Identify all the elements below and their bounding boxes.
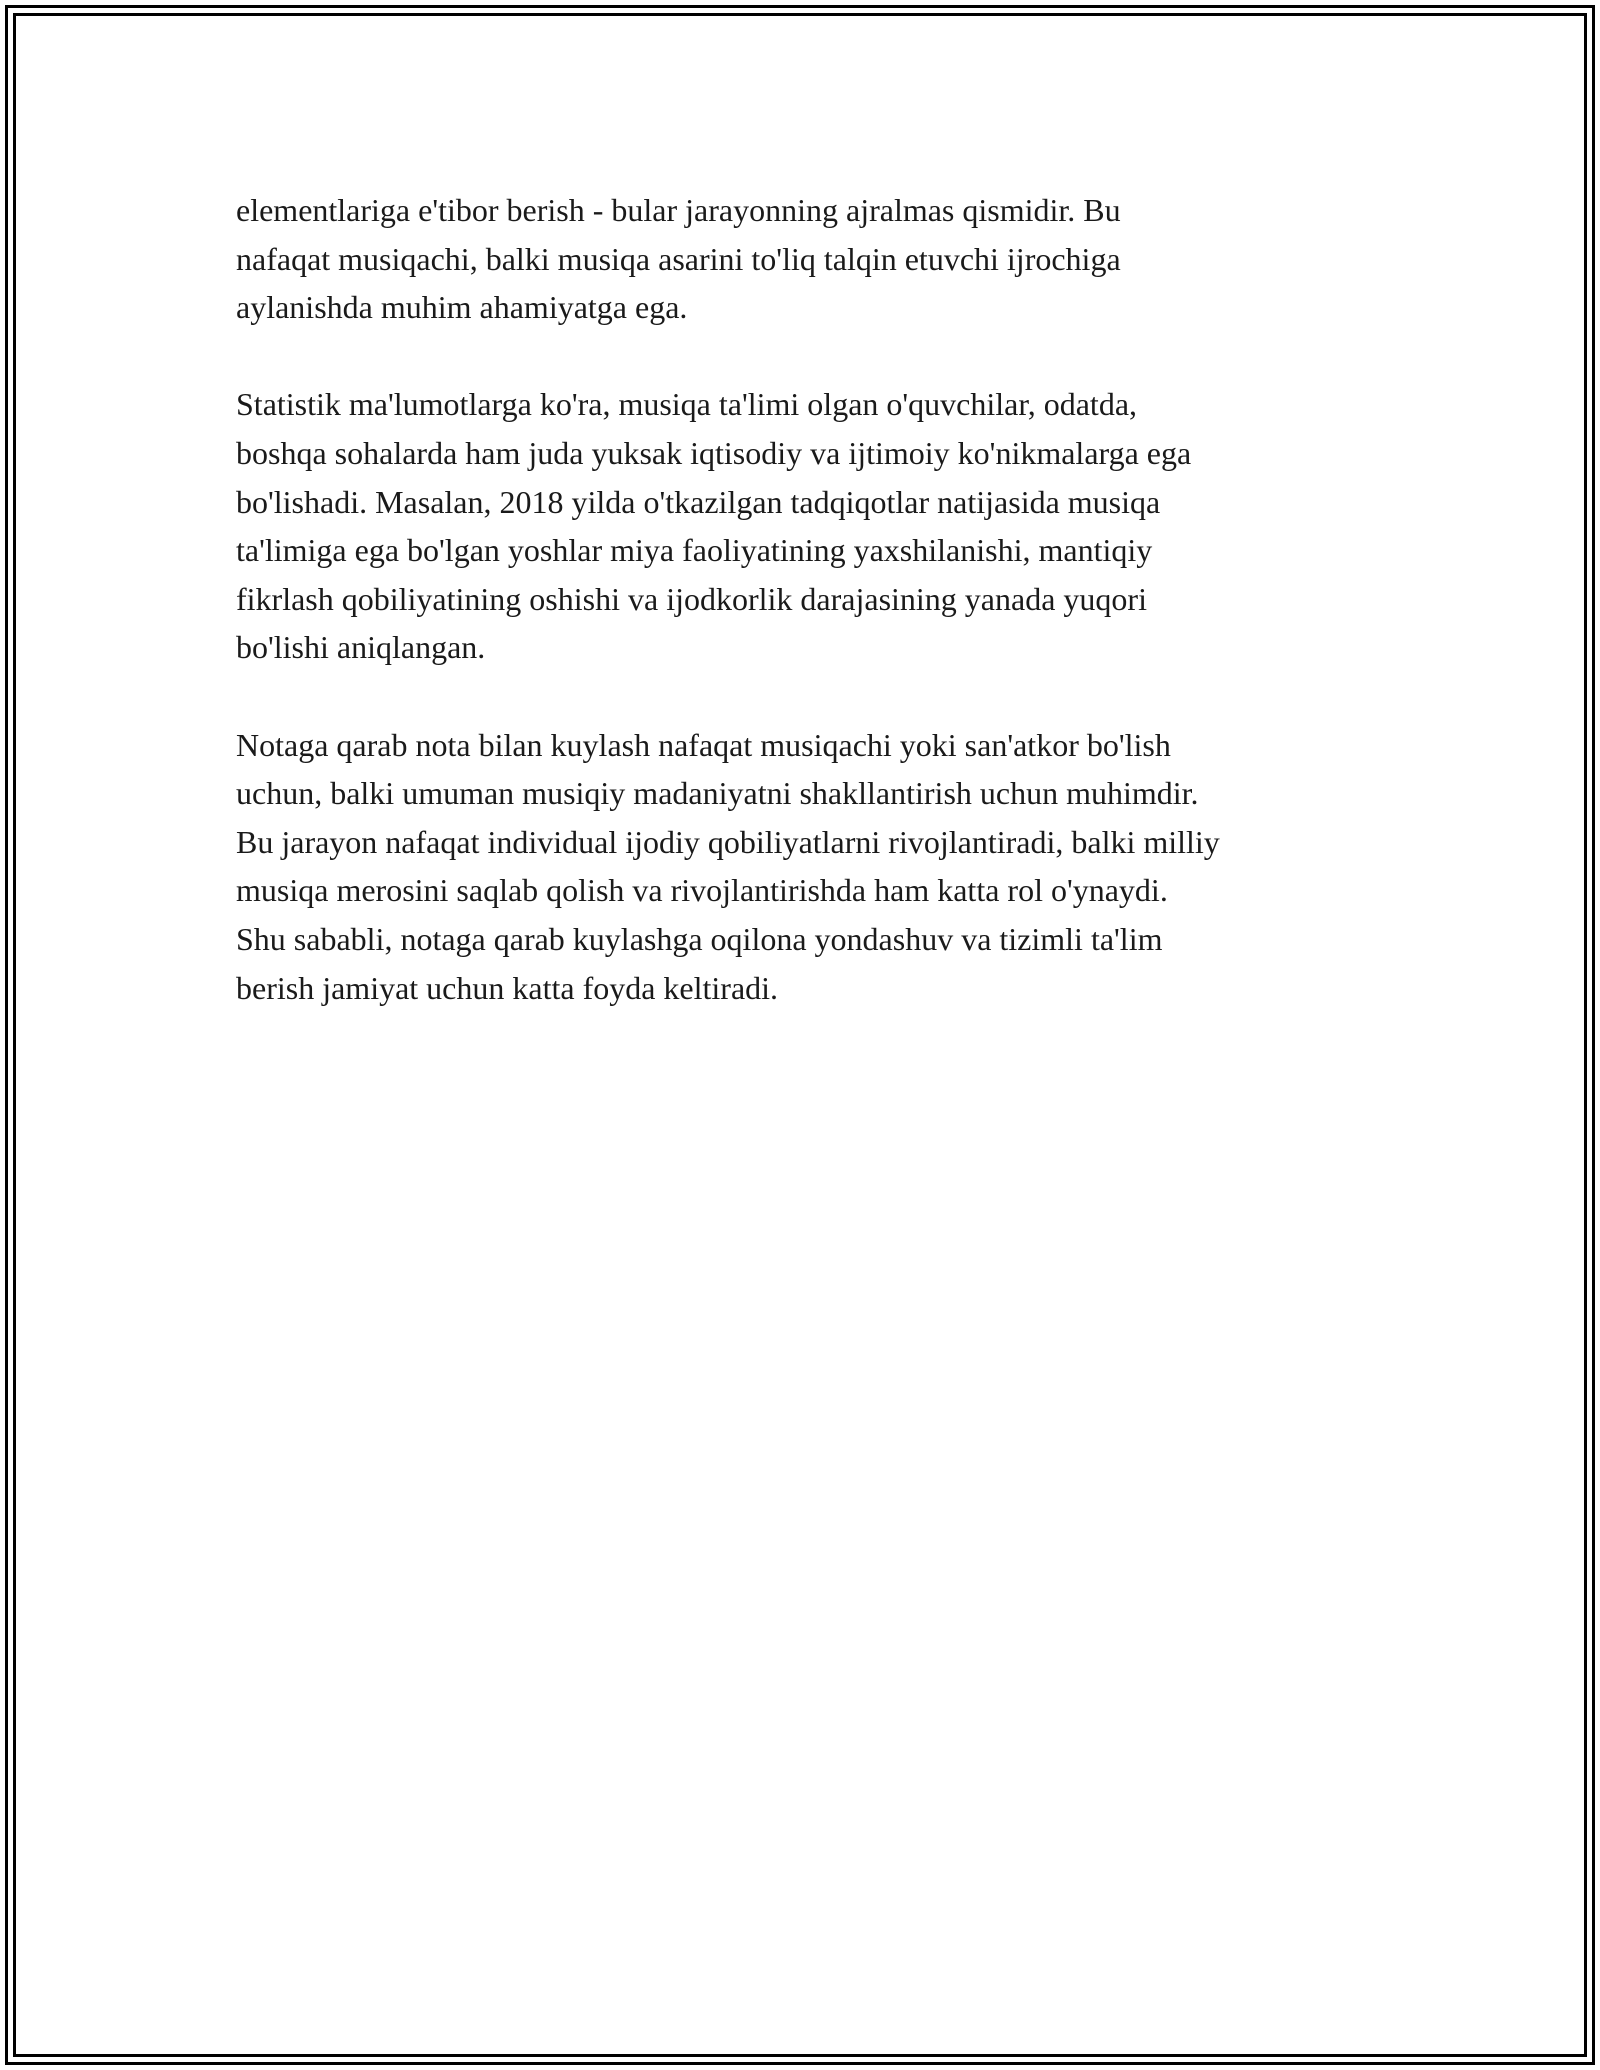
paragraph-2 [236,380,1376,672]
paragraph-1 [236,186,1376,332]
text-line: Notaga qarab nota bilan kuylash nafaqat musiqachi yoki san'atkor bo'lish [236,726,1171,763]
text-line: Shu sababli, notaga qarab kuylashga oqilona yondashuv va tizimli ta'lim [236,920,1163,957]
text-line: bo'lishi aniqlangan. [236,629,486,666]
text-line: Bu jarayon nafaqat individual ijodiy qobiliyatlarni rivojlantiradi, balki milliy [236,823,1220,860]
text-line: aylanishda muhim ahamiyatga ega. [236,289,688,326]
text-line: nafaqat musiqachi, balki musiqa asarini to'liq talqin etuvchi ijrochiga [236,240,1121,277]
text-line: berish jamiyat uchun katta foyda keltiradi. [236,969,779,1006]
text-line: bo'lishadi. Masalan, 2018 yilda o'tkazilgan tadqiqotlar natijasida musiqa [236,483,1161,520]
text-line: ta'limiga ega bo'lgan yoshlar miya faoliyatining yaxshilanishi, mantiqiy [236,532,1153,569]
text-line: Statistik ma'lumotlarga ko'ra, musiqa ta'limi olgan o'quvchilar, odatda, [236,386,1138,423]
paragraph-3 [236,721,1376,1013]
text-line: uchun, balki umuman musiqiy madaniyatni shakllantirish uchun muhimdir. [236,775,1199,812]
text-line: musiqa merosini saqlab qolish va rivojlantirishda ham katta rol o'ynaydi. [236,872,1168,909]
document-body [236,186,1376,1061]
text-line: boshqa sohalarda ham juda yuksak iqtisodiy va ijtimoiy ko'nikmalarga ega [236,434,1192,471]
text-line: elementlariga e'tibor berish - bular jarayonning ajralmas qismidir. Bu [236,192,1121,228]
text-line: fikrlash qobiliyatining oshishi va ijodkorlik darajasining yanada yuqori [236,580,1147,617]
